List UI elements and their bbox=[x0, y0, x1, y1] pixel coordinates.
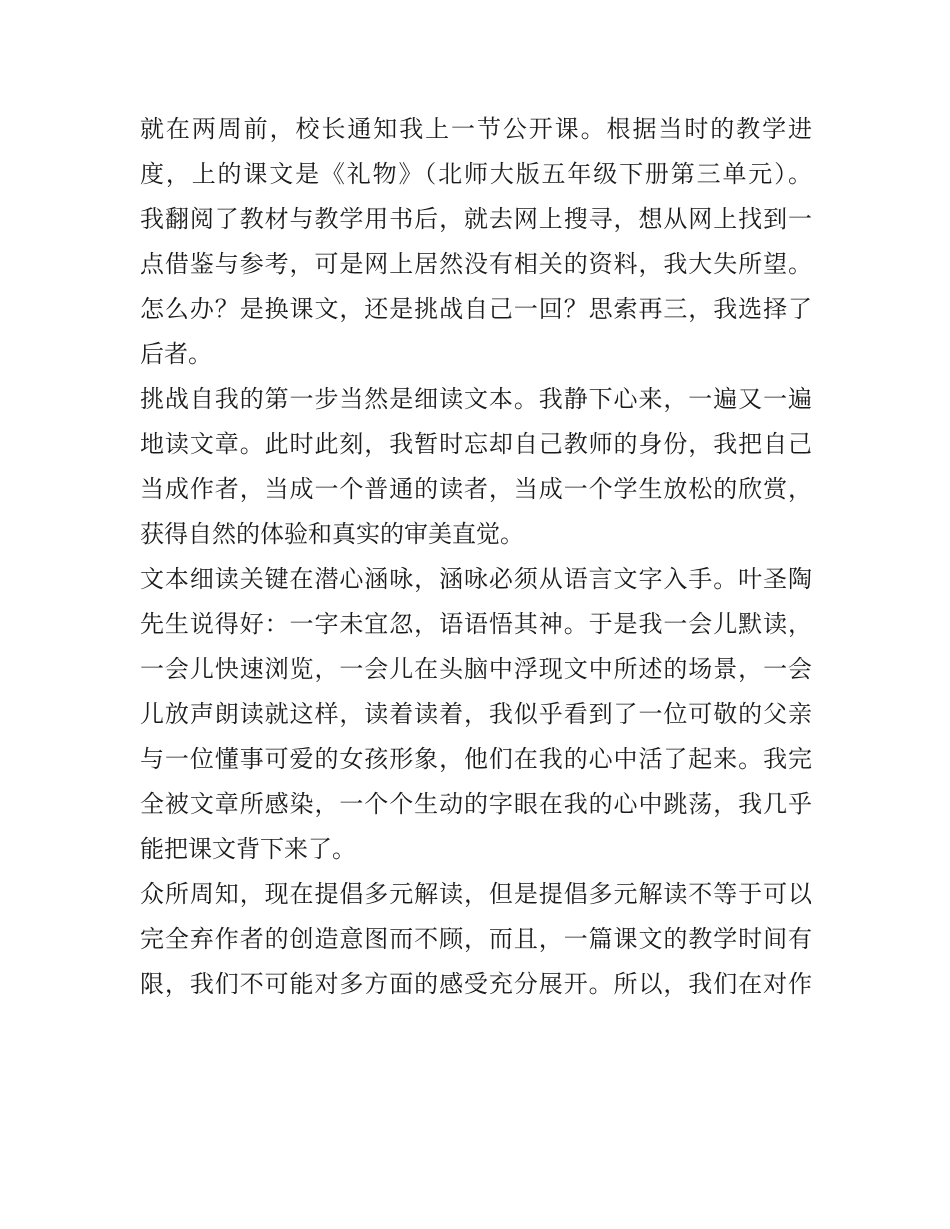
text-line: 度，上的课文是《礼物》（北师大版五年级下册第三单元）。 bbox=[140, 160, 812, 188]
text-line: 我翻阅了教材与教学用书后，就去网上搜寻，想从网上找到一 bbox=[140, 205, 812, 233]
text-line: 后者。 bbox=[140, 340, 212, 368]
text-line: 先生说得好：一字未宜忽，语语悟其神。于是我一会儿默读， bbox=[140, 610, 812, 638]
text-line: 地读文章。此时此刻，我暂时忘却自己教师的身份，我把自己 bbox=[140, 430, 812, 458]
text-line: 就在两周前，校长通知我上一节公开课。根据当时的教学进 bbox=[140, 115, 812, 143]
paragraph-3 bbox=[140, 557, 812, 872]
paragraph-1 bbox=[140, 107, 812, 377]
paragraph-2 bbox=[140, 377, 812, 557]
text-line: 一会儿快速浏览，一会儿在头脑中浮现文中所述的场景，一会 bbox=[140, 655, 812, 683]
text-line: 获得自然的体验和真实的审美直觉。 bbox=[140, 520, 524, 548]
text-line: 完全弃作者的创造意图而不顾，而且，一篇课文的教学时间有 bbox=[140, 925, 812, 953]
text-line: 点借鉴与参考，可是网上居然没有相关的资料，我大失所望。 bbox=[140, 250, 812, 278]
text-line: 与一位懂事可爱的女孩形象，他们在我的心中活了起来。我完 bbox=[140, 745, 812, 773]
text-line: 能把课文背下来了。 bbox=[140, 835, 356, 863]
text-line: 怎么办？是换课文，还是挑战自己一回？思索再三，我选择了 bbox=[140, 295, 812, 323]
document-body bbox=[140, 107, 812, 1007]
text-line: 众所周知，现在提倡多元解读，但是提倡多元解读不等于可以 bbox=[140, 880, 812, 908]
text-line: 挑战自我的第一步当然是细读文本。我静下心来，一遍又一遍 bbox=[140, 385, 812, 413]
text-line: 当成作者，当成一个普通的读者，当成一个学生放松的欣赏， bbox=[140, 475, 812, 503]
text-line: 文本细读关键在潜心涵咏，涵咏必须从语言文字入手。叶圣陶 bbox=[140, 565, 812, 593]
text-line: 限，我们不可能对多方面的感受充分展开。所以，我们在对作 bbox=[140, 970, 812, 998]
text-line: 儿放声朗读就这样，读着读着，我似乎看到了一位可敬的父亲 bbox=[140, 700, 812, 728]
paragraph-4 bbox=[140, 872, 812, 1007]
text-line: 全被文章所感染，一个个生动的字眼在我的心中跳荡，我几乎 bbox=[140, 790, 812, 818]
